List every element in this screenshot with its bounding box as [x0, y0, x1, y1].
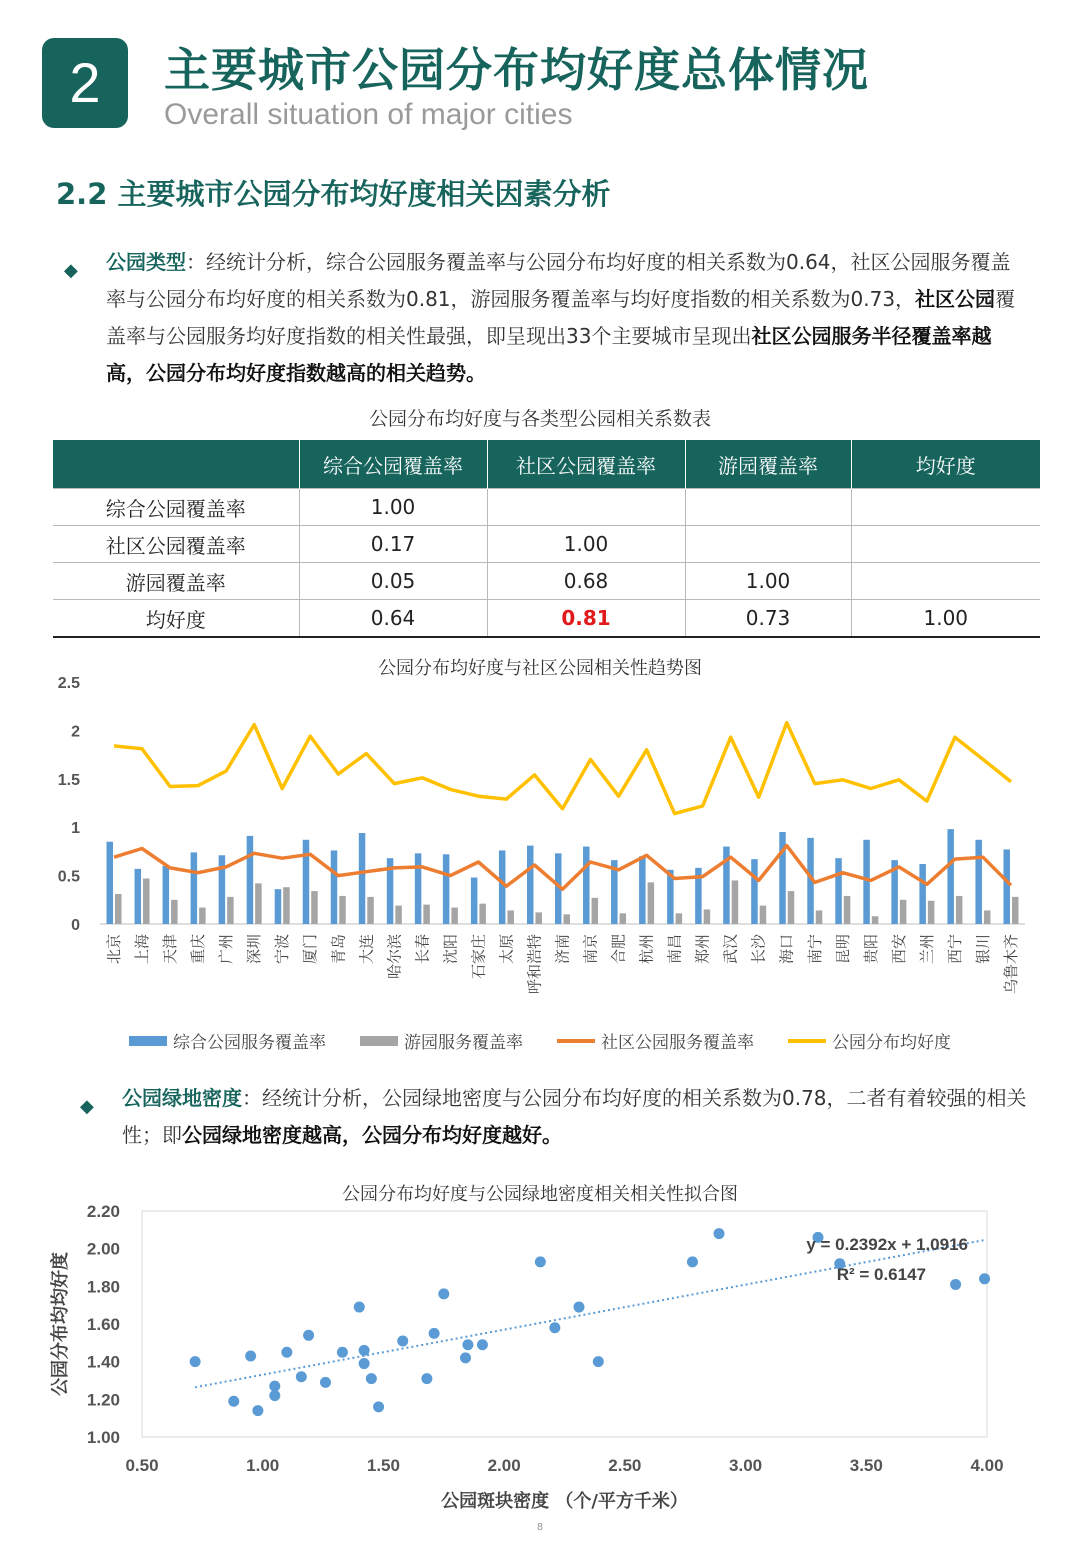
- x-tick-label: 1.00: [246, 1456, 280, 1475]
- legend-swatch: [129, 1036, 167, 1046]
- trendline-equation: y = 0.2392x + 1.0916: [806, 1235, 968, 1254]
- x-tick-label: 乌鲁木齐: [1001, 934, 1020, 995]
- x-tick-label: 沈阳: [441, 934, 460, 965]
- x-tick-label: 长春: [413, 934, 432, 965]
- bar-garden: [844, 896, 851, 924]
- scatter-point: [359, 1358, 370, 1369]
- x-tick-label: 南昌: [665, 934, 684, 965]
- bar-garden: [760, 906, 767, 924]
- bar-garden: [283, 887, 290, 924]
- bar-garden: [339, 896, 346, 924]
- scatter-point: [320, 1377, 331, 1388]
- table-cell-highlight: 0.81: [487, 600, 685, 638]
- scatter-point: [354, 1302, 365, 1313]
- scatter-point: [462, 1339, 473, 1350]
- table-header-cell: 综合公园覆盖率: [299, 440, 487, 489]
- section-title: 2.2 主要城市公园分布均好度相关因素分析: [56, 177, 611, 211]
- legend-item: [788, 1028, 951, 1053]
- x-tick-label: 西安: [889, 934, 908, 965]
- bar-comprehensive: [499, 850, 506, 924]
- x-tick-label: 3.50: [849, 1456, 883, 1475]
- table-header-cell: [53, 440, 299, 489]
- y-tick-label: 1.40: [86, 1352, 120, 1372]
- bar-comprehensive: [107, 842, 114, 924]
- bar-comprehensive: [135, 869, 142, 924]
- table-cell: [685, 526, 851, 563]
- y-tick-label: 1.80: [86, 1277, 120, 1297]
- table-header-cell: 社区公园覆盖率: [487, 440, 685, 489]
- bar-comprehensive: [947, 829, 954, 924]
- legend-item: [360, 1028, 523, 1053]
- legend-label: 社区公园服务覆盖率: [601, 1033, 754, 1053]
- bar-comprehensive: [443, 854, 450, 924]
- table-caption: 公园分布均好度与各类型公园相关系数表: [368, 408, 711, 430]
- scatter-point: [373, 1401, 384, 1412]
- x-tick-label: 昆明: [833, 934, 852, 965]
- x-tick-label: 呼和浩特: [525, 934, 544, 995]
- para2-bold-1: 公园绿地密度越高，公园分布均好度越好。: [182, 1123, 562, 1147]
- chart2-title: 公园分布均好度与公园绿地密度相关相关性拟合图: [342, 1184, 738, 1205]
- keyword-green-density: 公园绿地密度: [122, 1086, 242, 1110]
- bar-comprehensive: [191, 852, 198, 924]
- bar-garden: [143, 879, 150, 924]
- scatter-point: [714, 1228, 725, 1239]
- table-cell: [851, 563, 1040, 600]
- table-row: [53, 489, 1040, 526]
- scatter-chart: [40, 1190, 1040, 1520]
- page-subtitle: Overall situation of major cities: [164, 98, 573, 131]
- bar-comprehensive: [331, 850, 338, 924]
- x-tick-label: 厦门: [301, 934, 320, 965]
- bar-garden: [507, 910, 514, 924]
- x-tick-label: 海口: [777, 934, 796, 965]
- bar-comprehensive: [639, 856, 646, 924]
- table-cell: 1.00: [851, 600, 1040, 638]
- paragraph-green-density: [80, 1080, 1027, 1154]
- bar-garden: [592, 898, 599, 924]
- section-number-badge: 2: [42, 38, 128, 128]
- y-tick-label: 1.00: [86, 1428, 120, 1447]
- bar-comprehensive: [863, 840, 870, 924]
- scatter-point: [269, 1381, 280, 1392]
- bar-garden: [956, 896, 963, 924]
- table-cell: 0.64: [299, 600, 487, 638]
- y-tick-label: 0: [71, 917, 80, 934]
- x-tick-label: 哈尔滨: [385, 934, 404, 980]
- x-tick-label: 杭州: [637, 934, 656, 965]
- para2-text-1: ：经统计分析，公园绿地密度与公园分布均好度的相关系数为0.78，二者有着较强的相关性；即: [122, 1086, 1027, 1147]
- bar-garden: [620, 913, 627, 924]
- table-row-label: 社区公园覆盖率: [53, 526, 299, 563]
- table-cell: [487, 489, 685, 526]
- bar-garden: [255, 883, 262, 924]
- bar-comprehensive: [303, 840, 310, 924]
- scatter-point: [281, 1347, 292, 1358]
- bar-comprehensive: [415, 853, 422, 924]
- line-equity: [114, 723, 1011, 814]
- x-tick-label: 宁波: [273, 934, 292, 965]
- diamond-bullet-icon: ◆: [80, 1096, 94, 1117]
- legend-label: 游园服务覆盖率: [404, 1033, 523, 1053]
- x-tick-label: 2.50: [608, 1456, 642, 1475]
- x-tick-label: 上海: [133, 934, 152, 965]
- keyword-park-type: 公园类型: [106, 250, 186, 274]
- legend-swatch: [360, 1036, 398, 1046]
- x-tick-label: 合肥: [609, 934, 628, 965]
- x-tick-label: 广州: [217, 934, 236, 965]
- para1-bold-2: 社区公园服务半径覆盖率越高，公园分布均好度指数越高的相关趋势。: [106, 324, 992, 385]
- y-tick-label: 1.20: [86, 1390, 120, 1410]
- paragraph-park-type: [64, 244, 1024, 392]
- table-cell: 0.73: [685, 600, 851, 638]
- table-row-label: 综合公园覆盖率: [53, 489, 299, 526]
- x-tick-label: 青岛: [329, 934, 348, 965]
- table-cell: [685, 489, 851, 526]
- bar-garden: [115, 894, 122, 924]
- legend-item: [557, 1028, 754, 1053]
- table-cell: 0.17: [299, 526, 487, 563]
- scatter-point: [269, 1390, 280, 1401]
- table-row: [53, 563, 1040, 600]
- table-row: [53, 600, 1040, 638]
- x-tick-label: 贵阳: [861, 934, 880, 965]
- bar-comprehensive: [527, 846, 534, 924]
- bar-garden: [648, 882, 655, 924]
- x-tick-label: 济南: [553, 934, 572, 965]
- page-title: 主要城市公园分布均好度总体情况: [164, 43, 869, 97]
- y-tick-label: 0.5: [57, 868, 80, 886]
- x-tick-label: 兰州: [917, 934, 936, 965]
- scatter-point: [429, 1328, 440, 1339]
- bar-garden: [423, 905, 430, 924]
- scatter-point: [950, 1279, 961, 1290]
- scatter-point: [252, 1405, 263, 1416]
- x-tick-label: 西宁: [945, 934, 964, 965]
- scatter-point: [366, 1373, 377, 1384]
- bar-comprehensive: [835, 858, 842, 924]
- table-cell: 1.00: [685, 563, 851, 600]
- x-tick-label: 重庆: [189, 934, 208, 965]
- y-axis-label: 公园分布均均好度: [50, 1252, 71, 1396]
- table-header-cell: 游园覆盖率: [685, 440, 851, 489]
- trendline: [195, 1240, 984, 1387]
- bar-garden: [367, 897, 374, 924]
- bar-garden: [984, 910, 991, 924]
- x-tick-label: 南宁: [805, 934, 824, 965]
- x-tick-label: 武汉: [721, 934, 740, 965]
- x-axis-label: 公园斑块密度 （个/平方千米）: [441, 1491, 688, 1512]
- bar-comprehensive: [275, 889, 282, 924]
- scatter-point: [245, 1351, 256, 1362]
- scatter-point: [397, 1335, 408, 1346]
- bar-garden: [788, 891, 795, 924]
- bar-comprehensive: [1003, 849, 1010, 924]
- para1-text-2: 覆盖率与公园服务均好度指数的相关性最强，即呈现出33个主要城市呈现出: [106, 287, 1016, 348]
- scatter-point: [535, 1256, 546, 1267]
- y-tick-label: 1.5: [57, 771, 80, 789]
- bar-garden: [900, 900, 907, 924]
- bar-garden: [564, 914, 571, 924]
- bar-comprehensive: [583, 847, 590, 924]
- x-tick-label: 4.00: [970, 1456, 1004, 1475]
- table-row-label: 游园覆盖率: [53, 563, 299, 600]
- y-tick-label: 1: [71, 820, 80, 838]
- bar-garden: [816, 910, 823, 924]
- bar-garden: [227, 897, 234, 924]
- x-tick-label: 郑州: [693, 934, 712, 965]
- scatter-point: [477, 1339, 488, 1350]
- table-cell: 0.05: [299, 563, 487, 600]
- para1-bold-1: 社区公园: [915, 287, 996, 311]
- y-tick-label: 2.20: [86, 1202, 120, 1221]
- legend-label: 公园分布均好度: [832, 1033, 951, 1053]
- bar-garden: [704, 909, 711, 924]
- scatter-point: [303, 1330, 314, 1341]
- table-header-row: [53, 440, 1040, 489]
- bar-garden: [199, 908, 206, 924]
- legend-label: 综合公园服务覆盖率: [173, 1033, 326, 1053]
- legend-swatch: [557, 1039, 595, 1043]
- legend-swatch: [788, 1039, 826, 1043]
- scatter-point: [296, 1371, 307, 1382]
- x-tick-label: 北京: [105, 934, 124, 965]
- y-tick-label: 2.5: [57, 675, 80, 692]
- scatter-point: [593, 1356, 604, 1367]
- x-tick-label: 石家庄: [469, 934, 488, 980]
- table-cell: 1.00: [299, 489, 487, 526]
- bar-comprehensive: [919, 864, 926, 924]
- y-tick-label: 1.60: [86, 1315, 120, 1334]
- bar-garden: [676, 913, 683, 924]
- x-tick-label: 1.50: [366, 1456, 400, 1475]
- page-number: 8: [536, 1522, 544, 1533]
- scatter-point: [549, 1322, 560, 1333]
- scatter-point: [573, 1302, 584, 1313]
- correlation-table: [53, 440, 1040, 638]
- table-cell: 1.00: [487, 526, 685, 563]
- bar-comprehensive: [247, 836, 254, 924]
- bar-comprehensive: [471, 878, 478, 924]
- scatter-point: [438, 1288, 449, 1299]
- x-tick-label: 太原: [497, 934, 516, 965]
- diamond-bullet-icon: ◆: [64, 260, 78, 281]
- para1-text-1: ：经统计分析，综合公园服务覆盖率与公园分布均好度的相关系数为0.64，社区公园服务覆盖率与公园分布均好度的相关系数为0.81，游园服务覆盖率与均好度指数的相关系数为0.73，: [106, 250, 1011, 311]
- table-cell: 0.68: [487, 563, 685, 600]
- bar-garden: [311, 891, 318, 924]
- table-row: [53, 526, 1040, 563]
- scatter-point: [979, 1273, 990, 1284]
- chart1-legend: [0, 1028, 1080, 1053]
- scatter-point: [460, 1352, 471, 1363]
- x-tick-label: 深圳: [245, 934, 264, 965]
- bar-garden: [928, 901, 935, 924]
- x-tick-label: 大连: [357, 934, 376, 965]
- bar-garden: [451, 908, 458, 924]
- legend-item: [129, 1028, 326, 1053]
- bar-garden: [479, 904, 486, 924]
- x-tick-label: 长沙: [749, 934, 768, 965]
- x-tick-label: 2.00: [487, 1456, 521, 1475]
- scatter-point: [190, 1356, 201, 1367]
- x-tick-label: 银川: [973, 934, 992, 965]
- x-tick-label: 南京: [581, 934, 600, 965]
- trend-chart: [40, 670, 1040, 1025]
- scatter-point: [421, 1373, 432, 1384]
- scatter-point: [337, 1347, 348, 1358]
- table-cell: [851, 489, 1040, 526]
- bar-garden: [535, 912, 542, 924]
- bar-comprehensive: [163, 866, 170, 924]
- y-tick-label: 2: [71, 723, 80, 741]
- scatter-point: [228, 1396, 239, 1407]
- x-tick-label: 0.50: [125, 1456, 159, 1475]
- bar-comprehensive: [975, 840, 982, 924]
- bar-garden: [171, 900, 178, 924]
- table-header-cell: 均好度: [851, 440, 1040, 489]
- chart1-title: 公园分布均好度与社区公园相关性趋势图: [378, 658, 702, 679]
- bar-garden: [1012, 897, 1019, 924]
- scatter-point: [687, 1256, 698, 1267]
- scatter-point: [359, 1345, 370, 1356]
- bar-garden: [395, 906, 402, 924]
- x-tick-label: 天津: [161, 934, 180, 965]
- trendline-r2: R² = 0.6147: [836, 1265, 926, 1284]
- table-cell: [851, 526, 1040, 563]
- bar-garden: [872, 916, 879, 924]
- table-row-label: 均好度: [53, 600, 299, 638]
- x-tick-label: 3.00: [729, 1456, 763, 1475]
- bar-comprehensive: [359, 833, 366, 924]
- bar-comprehensive: [751, 859, 758, 924]
- bar-garden: [732, 880, 739, 924]
- y-tick-label: 2.00: [86, 1239, 120, 1259]
